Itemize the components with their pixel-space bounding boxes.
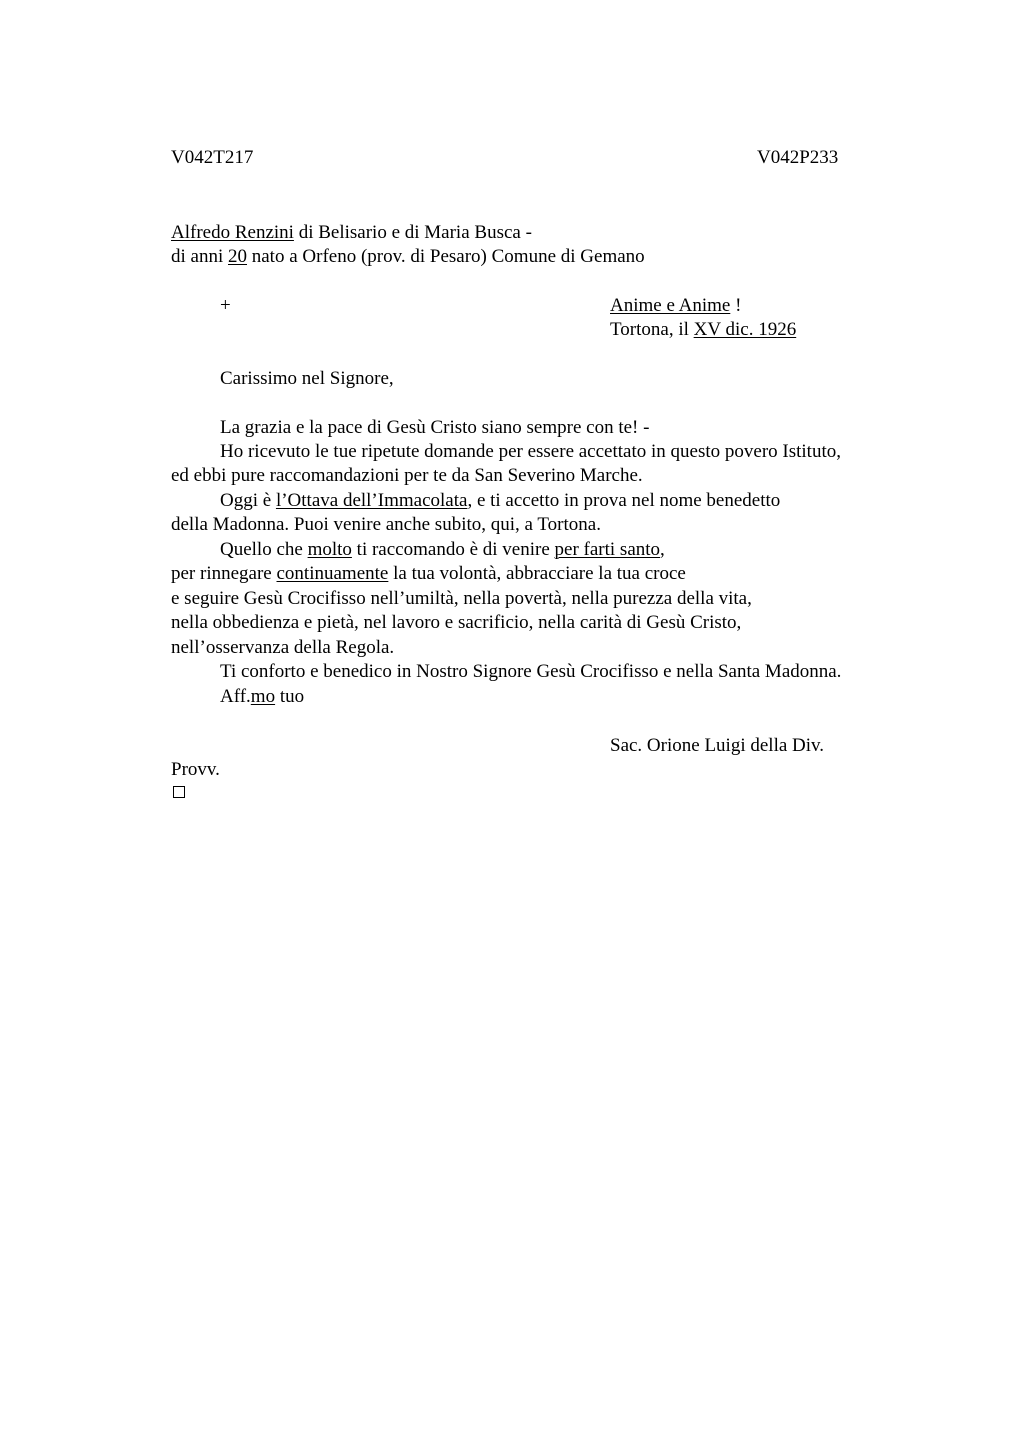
addressee-parents: di Belisario e di Maria Busca - bbox=[293, 222, 532, 243]
body-line-6-c: , bbox=[660, 539, 665, 560]
body-line-6-underlined-2: per farti santo bbox=[554, 539, 661, 560]
closing-b: tuo bbox=[275, 686, 305, 707]
body-line-2: Ho ricevuto le tue ripetute domande per essere accettato in questo povero Istituto, bbox=[220, 441, 841, 462]
body-line-9: nella obbedienza e pietà, nel lavoro e sacrificio, nella carità di Gesù Cristo, bbox=[171, 612, 742, 633]
signature-line-1: Sac. Orione Luigi della Div. bbox=[610, 735, 825, 756]
closing-line bbox=[220, 685, 304, 709]
salutation: Carissimo nel Signore, bbox=[220, 368, 394, 389]
body-line-5: della Madonna. Puoi venire anche subito, qui, a Tortona. bbox=[171, 514, 601, 535]
body-line-6-underlined-1: molto bbox=[307, 539, 352, 560]
body-line-7-a: per rinnegare bbox=[171, 563, 277, 584]
empty-square-icon bbox=[173, 786, 185, 798]
motto-line bbox=[610, 294, 741, 318]
left-code: V042T217 bbox=[171, 147, 254, 168]
addressee-line bbox=[171, 221, 532, 245]
addressee-name: Alfredo Renzini bbox=[171, 222, 294, 243]
motto: Anime e Anime bbox=[610, 295, 731, 316]
age-prefix: di anni bbox=[171, 246, 228, 267]
body-line-4-b: , e ti accetto in prova nel nome benedetto bbox=[467, 490, 781, 511]
place-prefix: Tortona, il bbox=[610, 319, 694, 340]
body-line-6-a: Quello che bbox=[220, 539, 308, 560]
motto-suffix: ! bbox=[730, 295, 742, 316]
body-line-3: ed ebbi pure raccomandazioni per te da San Severino Marche. bbox=[171, 465, 643, 486]
body-line-7-b: la tua volontà, abbracciare la tua croce bbox=[388, 563, 686, 584]
closing-underlined: mo bbox=[250, 686, 276, 707]
body-line-8: e seguire Gesù Crocifisso nell’umiltà, nella povertà, nella purezza della vita, bbox=[171, 588, 752, 609]
body-line-7-underlined: continuamente bbox=[276, 563, 389, 584]
body-line-6 bbox=[220, 538, 665, 562]
body-line-7 bbox=[171, 562, 686, 586]
body-line-6-b: ti raccomando è di venire bbox=[351, 539, 555, 560]
place-date-line bbox=[610, 318, 796, 342]
signature-line-2: Provv. bbox=[171, 759, 220, 780]
birthplace: nato a Orfeno (prov. di Pesaro) Comune di Gemano bbox=[247, 246, 645, 267]
body-line-4 bbox=[220, 489, 780, 513]
body-line-10: nell’osservanza della Regola. bbox=[171, 637, 395, 658]
body-line-1: La grazia e la pace di Gesù Cristo siano sempre con te! - bbox=[220, 417, 650, 438]
age-value: 20 bbox=[228, 246, 247, 267]
closing-a: Aff. bbox=[220, 686, 251, 707]
body-line-11: Ti conforto e benedico in Nostro Signore Gesù Crocifisso e nella Santa Madonna. bbox=[220, 661, 842, 682]
body-line-4-underlined: l’Ottava dell’Immacolata bbox=[275, 490, 468, 511]
body-line-4-a: Oggi è bbox=[220, 490, 276, 511]
right-code: V042P233 bbox=[757, 147, 839, 168]
addressee-details-line bbox=[171, 245, 645, 269]
letter-date: XV dic. 1926 bbox=[693, 319, 797, 340]
cross-mark: + bbox=[220, 295, 231, 316]
